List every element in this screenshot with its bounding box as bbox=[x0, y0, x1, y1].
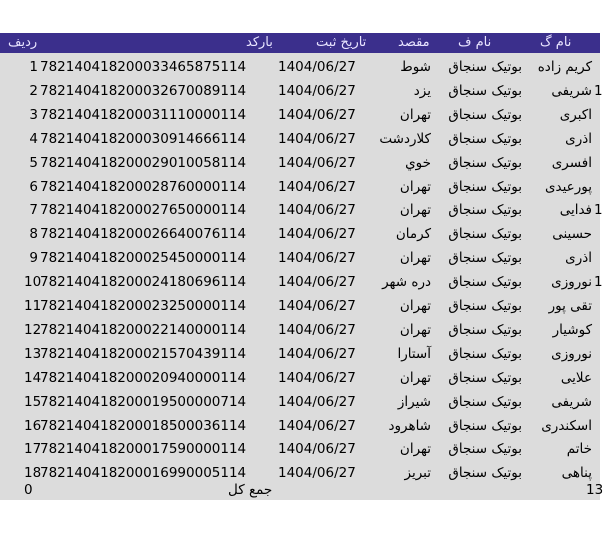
row-date: 1404/06/27 bbox=[278, 202, 356, 219]
row-index: 18 bbox=[24, 465, 42, 482]
row-destination: شاهرود bbox=[388, 417, 431, 434]
table-row bbox=[0, 391, 600, 415]
row-barcode: 782140418200024180696114 bbox=[40, 274, 247, 291]
table-row bbox=[0, 343, 600, 367]
row-barcode: 782140418200021570439114 bbox=[40, 345, 247, 362]
row-destination: خوي bbox=[405, 154, 431, 171]
total-label: جمع کل bbox=[228, 482, 273, 498]
row-barcode: 782140418200029010058114 bbox=[40, 154, 247, 171]
row-shop-name: بوتیک سنجاق bbox=[448, 393, 522, 410]
row-date: 1404/06/27 bbox=[278, 130, 356, 147]
row-shop-name: بوتیک سنجاق bbox=[448, 202, 522, 219]
row-date: 1404/06/27 bbox=[278, 59, 356, 75]
row-destination: تهران bbox=[399, 250, 431, 267]
row-customer-name: افسری bbox=[551, 154, 592, 171]
header-radif: ردیف bbox=[8, 35, 38, 50]
row-date: 1404/06/27 bbox=[278, 178, 356, 195]
table-row bbox=[0, 176, 600, 200]
table-row bbox=[0, 438, 600, 462]
row-index: 9 bbox=[29, 250, 38, 267]
row-barcode: 782140418200031110000114 bbox=[40, 106, 247, 123]
row-extra: 1 bbox=[594, 202, 603, 219]
table-row bbox=[0, 462, 600, 486]
row-customer-name: اذری bbox=[565, 250, 592, 267]
row-index: 6 bbox=[29, 178, 38, 195]
table-row bbox=[0, 295, 600, 319]
row-index: 17 bbox=[24, 441, 42, 458]
table-row bbox=[0, 271, 603, 295]
row-shop-name: بوتیک سنجاق bbox=[448, 130, 522, 147]
row-destination: کرمان bbox=[395, 226, 431, 243]
row-extra: 1 bbox=[594, 82, 603, 99]
header-dest: مقصد bbox=[398, 35, 430, 50]
row-customer-name: شریفی bbox=[551, 82, 592, 99]
row-customer-name: اذری bbox=[565, 130, 592, 147]
row-extra: 1 bbox=[594, 274, 603, 291]
row-date: 1404/06/27 bbox=[278, 441, 356, 458]
row-destination: دره شهر bbox=[382, 274, 431, 291]
row-destination: تهران bbox=[399, 321, 431, 338]
row-destination: تهران bbox=[399, 202, 431, 219]
row-destination: آستارا bbox=[397, 345, 431, 362]
table-row bbox=[0, 152, 600, 176]
header-shop: نام ف bbox=[458, 35, 492, 50]
row-barcode: 782140418200028760000114 bbox=[40, 178, 247, 195]
row-index: 5 bbox=[29, 154, 38, 171]
row-customer-name: پورعیدی bbox=[544, 178, 592, 195]
row-index: 1 bbox=[29, 59, 38, 75]
row-date: 1404/06/27 bbox=[278, 82, 356, 99]
row-destination: شوط bbox=[400, 59, 431, 75]
row-barcode: 782140418200017590000114 bbox=[40, 441, 247, 458]
row-barcode: 782140418200016990005114 bbox=[40, 465, 247, 482]
row-date: 1404/06/27 bbox=[278, 465, 356, 482]
row-customer-name: اکبری bbox=[559, 106, 592, 123]
table-row bbox=[0, 247, 600, 271]
row-customer-name: نوروزی bbox=[551, 274, 592, 291]
row-index: 4 bbox=[29, 130, 38, 147]
row-customer-name: نوروزی bbox=[551, 345, 592, 362]
row-barcode: 782140418200027650000114 bbox=[40, 202, 247, 219]
row-customer-name: کریم زاده bbox=[537, 59, 592, 75]
total-zero: 0 bbox=[24, 482, 33, 498]
row-date: 1404/06/27 bbox=[278, 321, 356, 338]
table-row bbox=[0, 415, 600, 439]
table-row bbox=[0, 104, 600, 128]
row-customer-name: تقی پور bbox=[548, 298, 592, 314]
row-destination: یزد bbox=[413, 82, 431, 99]
header-date: تاریخ ثبت bbox=[316, 35, 367, 50]
table-row bbox=[0, 223, 600, 247]
row-shop-name: بوتیک سنجاق bbox=[448, 369, 522, 386]
row-barcode: 782140418200022140000114 bbox=[40, 321, 247, 338]
row-barcode: 782140418200032670089114 bbox=[40, 82, 247, 99]
row-date: 1404/06/27 bbox=[278, 393, 356, 410]
row-shop-name: بوتیک سنجاق bbox=[448, 441, 522, 458]
row-shop-name: بوتیک سنجاق bbox=[448, 417, 522, 434]
table-row bbox=[0, 80, 603, 104]
row-destination: کلاردشت bbox=[379, 130, 431, 147]
row-barcode: 782140418200019500000714 bbox=[40, 393, 247, 410]
row-shop-name: بوتیک سنجاق bbox=[448, 321, 522, 338]
row-customer-name: حسینی bbox=[552, 226, 592, 243]
row-shop-name: بوتیک سنجاق bbox=[448, 345, 522, 362]
row-barcode: 782140418200018500036114 bbox=[40, 417, 247, 434]
row-barcode: 782140418200033465875114 bbox=[40, 59, 247, 75]
row-destination: تهران bbox=[399, 178, 431, 195]
row-shop-name: بوتیک سنجاق bbox=[448, 298, 522, 314]
row-date: 1404/06/27 bbox=[278, 345, 356, 362]
row-customer-name: شریفی bbox=[551, 393, 592, 410]
row-destination: تهران bbox=[399, 298, 431, 314]
table-row bbox=[0, 319, 600, 343]
row-date: 1404/06/27 bbox=[278, 154, 356, 171]
row-customer-name: فدایی bbox=[559, 202, 592, 219]
row-index: 3 bbox=[29, 106, 38, 123]
row-customer-name: کوشیار bbox=[552, 321, 592, 338]
row-destination: تهران bbox=[399, 441, 431, 458]
total-cut: 13 bbox=[586, 482, 603, 498]
row-index: 8 bbox=[29, 226, 38, 243]
header-name: نام گ bbox=[540, 35, 572, 50]
row-shop-name: بوتیک سنجاق bbox=[448, 250, 522, 267]
row-shop-name: بوتیک سنجاق bbox=[448, 82, 522, 99]
row-destination: تهران bbox=[399, 106, 431, 123]
row-date: 1404/06/27 bbox=[278, 369, 356, 386]
row-date: 1404/06/27 bbox=[278, 298, 356, 314]
row-date: 1404/06/27 bbox=[278, 417, 356, 434]
row-index: 14 bbox=[24, 369, 42, 386]
row-barcode: 782140418200025450000114 bbox=[40, 250, 247, 267]
row-shop-name: بوتیک سنجاق bbox=[448, 178, 522, 195]
table-row bbox=[0, 367, 600, 391]
row-index: 15 bbox=[24, 393, 42, 410]
header-barcode: بارکد bbox=[246, 35, 273, 50]
row-customer-name: خاتم bbox=[566, 441, 592, 458]
row-destination: تهران bbox=[399, 369, 431, 386]
row-barcode: 782140418200020940000114 bbox=[40, 369, 247, 386]
row-index: 16 bbox=[24, 417, 42, 434]
row-customer-name: اسکندری bbox=[541, 417, 592, 434]
row-shop-name: بوتیک سنجاق bbox=[448, 59, 522, 75]
table-header bbox=[0, 33, 600, 53]
row-date: 1404/06/27 bbox=[278, 226, 356, 243]
table-row bbox=[0, 56, 600, 80]
row-shop-name: بوتیک سنجاق bbox=[448, 226, 522, 243]
row-shop-name: بوتیک سنجاق bbox=[448, 106, 522, 123]
row-destination: شیراز bbox=[397, 393, 431, 410]
row-shop-name: بوتیک سنجاق bbox=[448, 154, 522, 171]
row-barcode: 782140418200023250000114 bbox=[40, 298, 247, 314]
row-destination: تبریز bbox=[404, 465, 431, 482]
row-index: 13 bbox=[24, 345, 42, 362]
row-index: 10 bbox=[24, 274, 42, 291]
row-customer-name: پناهی bbox=[561, 465, 592, 482]
row-shop-name: بوتیک سنجاق bbox=[448, 465, 522, 482]
row-barcode: 782140418200030914666114 bbox=[40, 130, 247, 147]
row-date: 1404/06/27 bbox=[278, 274, 356, 291]
table-row bbox=[0, 128, 600, 152]
table-row bbox=[0, 199, 603, 223]
row-customer-name: علایی bbox=[560, 369, 592, 386]
row-index: 2 bbox=[29, 82, 38, 99]
row-index: 11 bbox=[24, 298, 42, 314]
row-index: 12 bbox=[24, 321, 42, 338]
row-date: 1404/06/27 bbox=[278, 250, 356, 267]
row-barcode: 782140418200026640076114 bbox=[40, 226, 247, 243]
row-index: 7 bbox=[29, 202, 38, 219]
row-date: 1404/06/27 bbox=[278, 106, 356, 123]
row-shop-name: بوتیک سنجاق bbox=[448, 274, 522, 291]
